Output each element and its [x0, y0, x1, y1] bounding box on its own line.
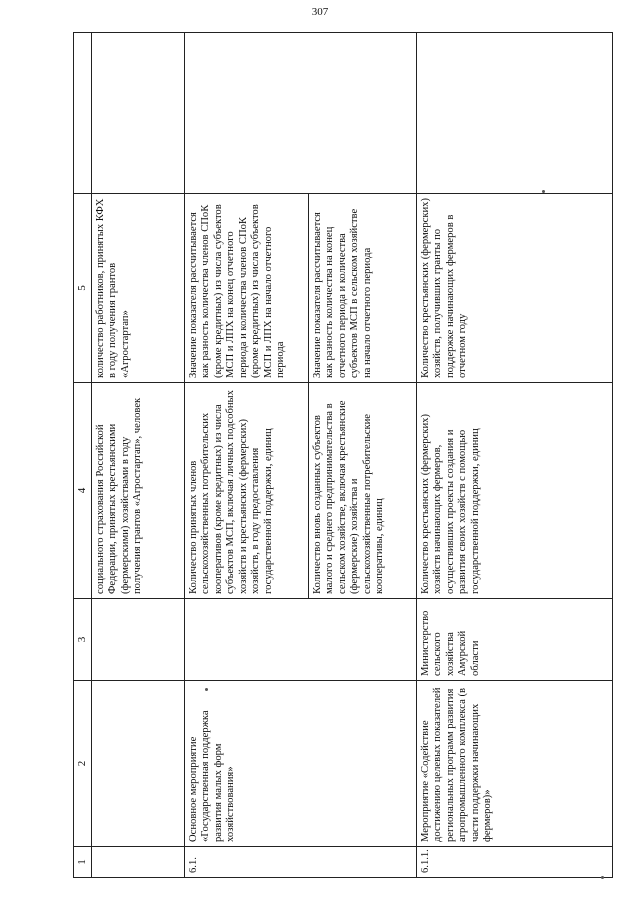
row611-method: Количество крестьянских (фермерских) хозяйств, получивших гранты по поддержке начинающих фермеров в отчетном году [416, 194, 612, 383]
header-row [74, 33, 92, 878]
row61-indicator-2: Количество вновь созданных субъектов малого и среднего предпринимательства в сельском хозяйстве, включая крестьянские (фермерские) хозяйства и сельскохозяйственные потребительские кооперативы, единиц [308, 383, 416, 599]
row61-name: Основное мероприятие «Государственная поддержка развития малых форм хозяйствования» [184, 681, 416, 847]
row611-empty [416, 33, 612, 194]
row0-executor [91, 599, 184, 681]
scan-speck [205, 688, 208, 691]
row61-executor [184, 599, 416, 681]
header-col-3: 3 [74, 599, 92, 681]
row611-name: Мероприятие «Содействие достижению целевых показателей региональных программ развития агропромышленного комплекса (в части поддержки начинающих фермеров)» [416, 681, 612, 847]
row611-executor: Министерство сельского хозяйства Амурской области [416, 599, 612, 681]
row611-indicator: Количество крестьянских (фермерских) хозяйств начинающих фермеров, осуществивших проекты создания и развития своих хозяйств с помощью государственной поддержки, единиц [416, 383, 612, 599]
row611-num: 6.1.1. [416, 847, 612, 878]
indicators-table [73, 32, 613, 878]
row61-method-2: Значение показателя рассчитывается как разность количества на конец отчетного периода и количества субъектов МСП в сельском хозяйстве на начало отчетного периода [308, 194, 416, 383]
row0-empty [91, 33, 184, 194]
row61-empty [184, 33, 416, 194]
header-col-empty [74, 33, 92, 194]
rotated-table-container [73, 33, 613, 878]
table-row [416, 33, 612, 878]
header-col-1: 1 [74, 847, 92, 878]
scan-speck [601, 876, 604, 879]
scan-speck [542, 190, 545, 193]
row61-indicator-1: Количество принятых членов сельскохозяйственных потребительских кооперативов (кроме кредитных) из числа субъектов МСП, включая личных подсобных хозяйств и крестьянских (фермерских) хозяйств, в году предоставления государственной поддержки, единиц [184, 383, 308, 599]
table-row [91, 33, 184, 878]
row61-method-1: Значение показателя рассчитывается как разность количества членов СПоК (кроме кредитных) из числа субъектов МСП и ЛПХ на конец отчетного периода и количества членов СПоК (кроме кредитных) из числа субъектов МСП и ЛПХ на начало отчетного периода [184, 194, 308, 383]
page-number: 307 [311, 6, 329, 18]
table-row [184, 33, 308, 878]
row0-name [91, 681, 184, 847]
header-col-2: 2 [74, 681, 92, 847]
row0-method: количество работников, принятых КФХ в году получения грантов «Агростартап» [91, 194, 184, 383]
row0-indicator: социального страхования Российской Федерации, принятых крестьянскими (фермерскими) хозяйствами в году получения грантов «Агростартап», человек [91, 383, 184, 599]
row61-num: 6.1. [184, 847, 416, 878]
header-col-5: 5 [74, 194, 92, 383]
header-col-4: 4 [74, 383, 92, 599]
row0-num [91, 847, 184, 878]
